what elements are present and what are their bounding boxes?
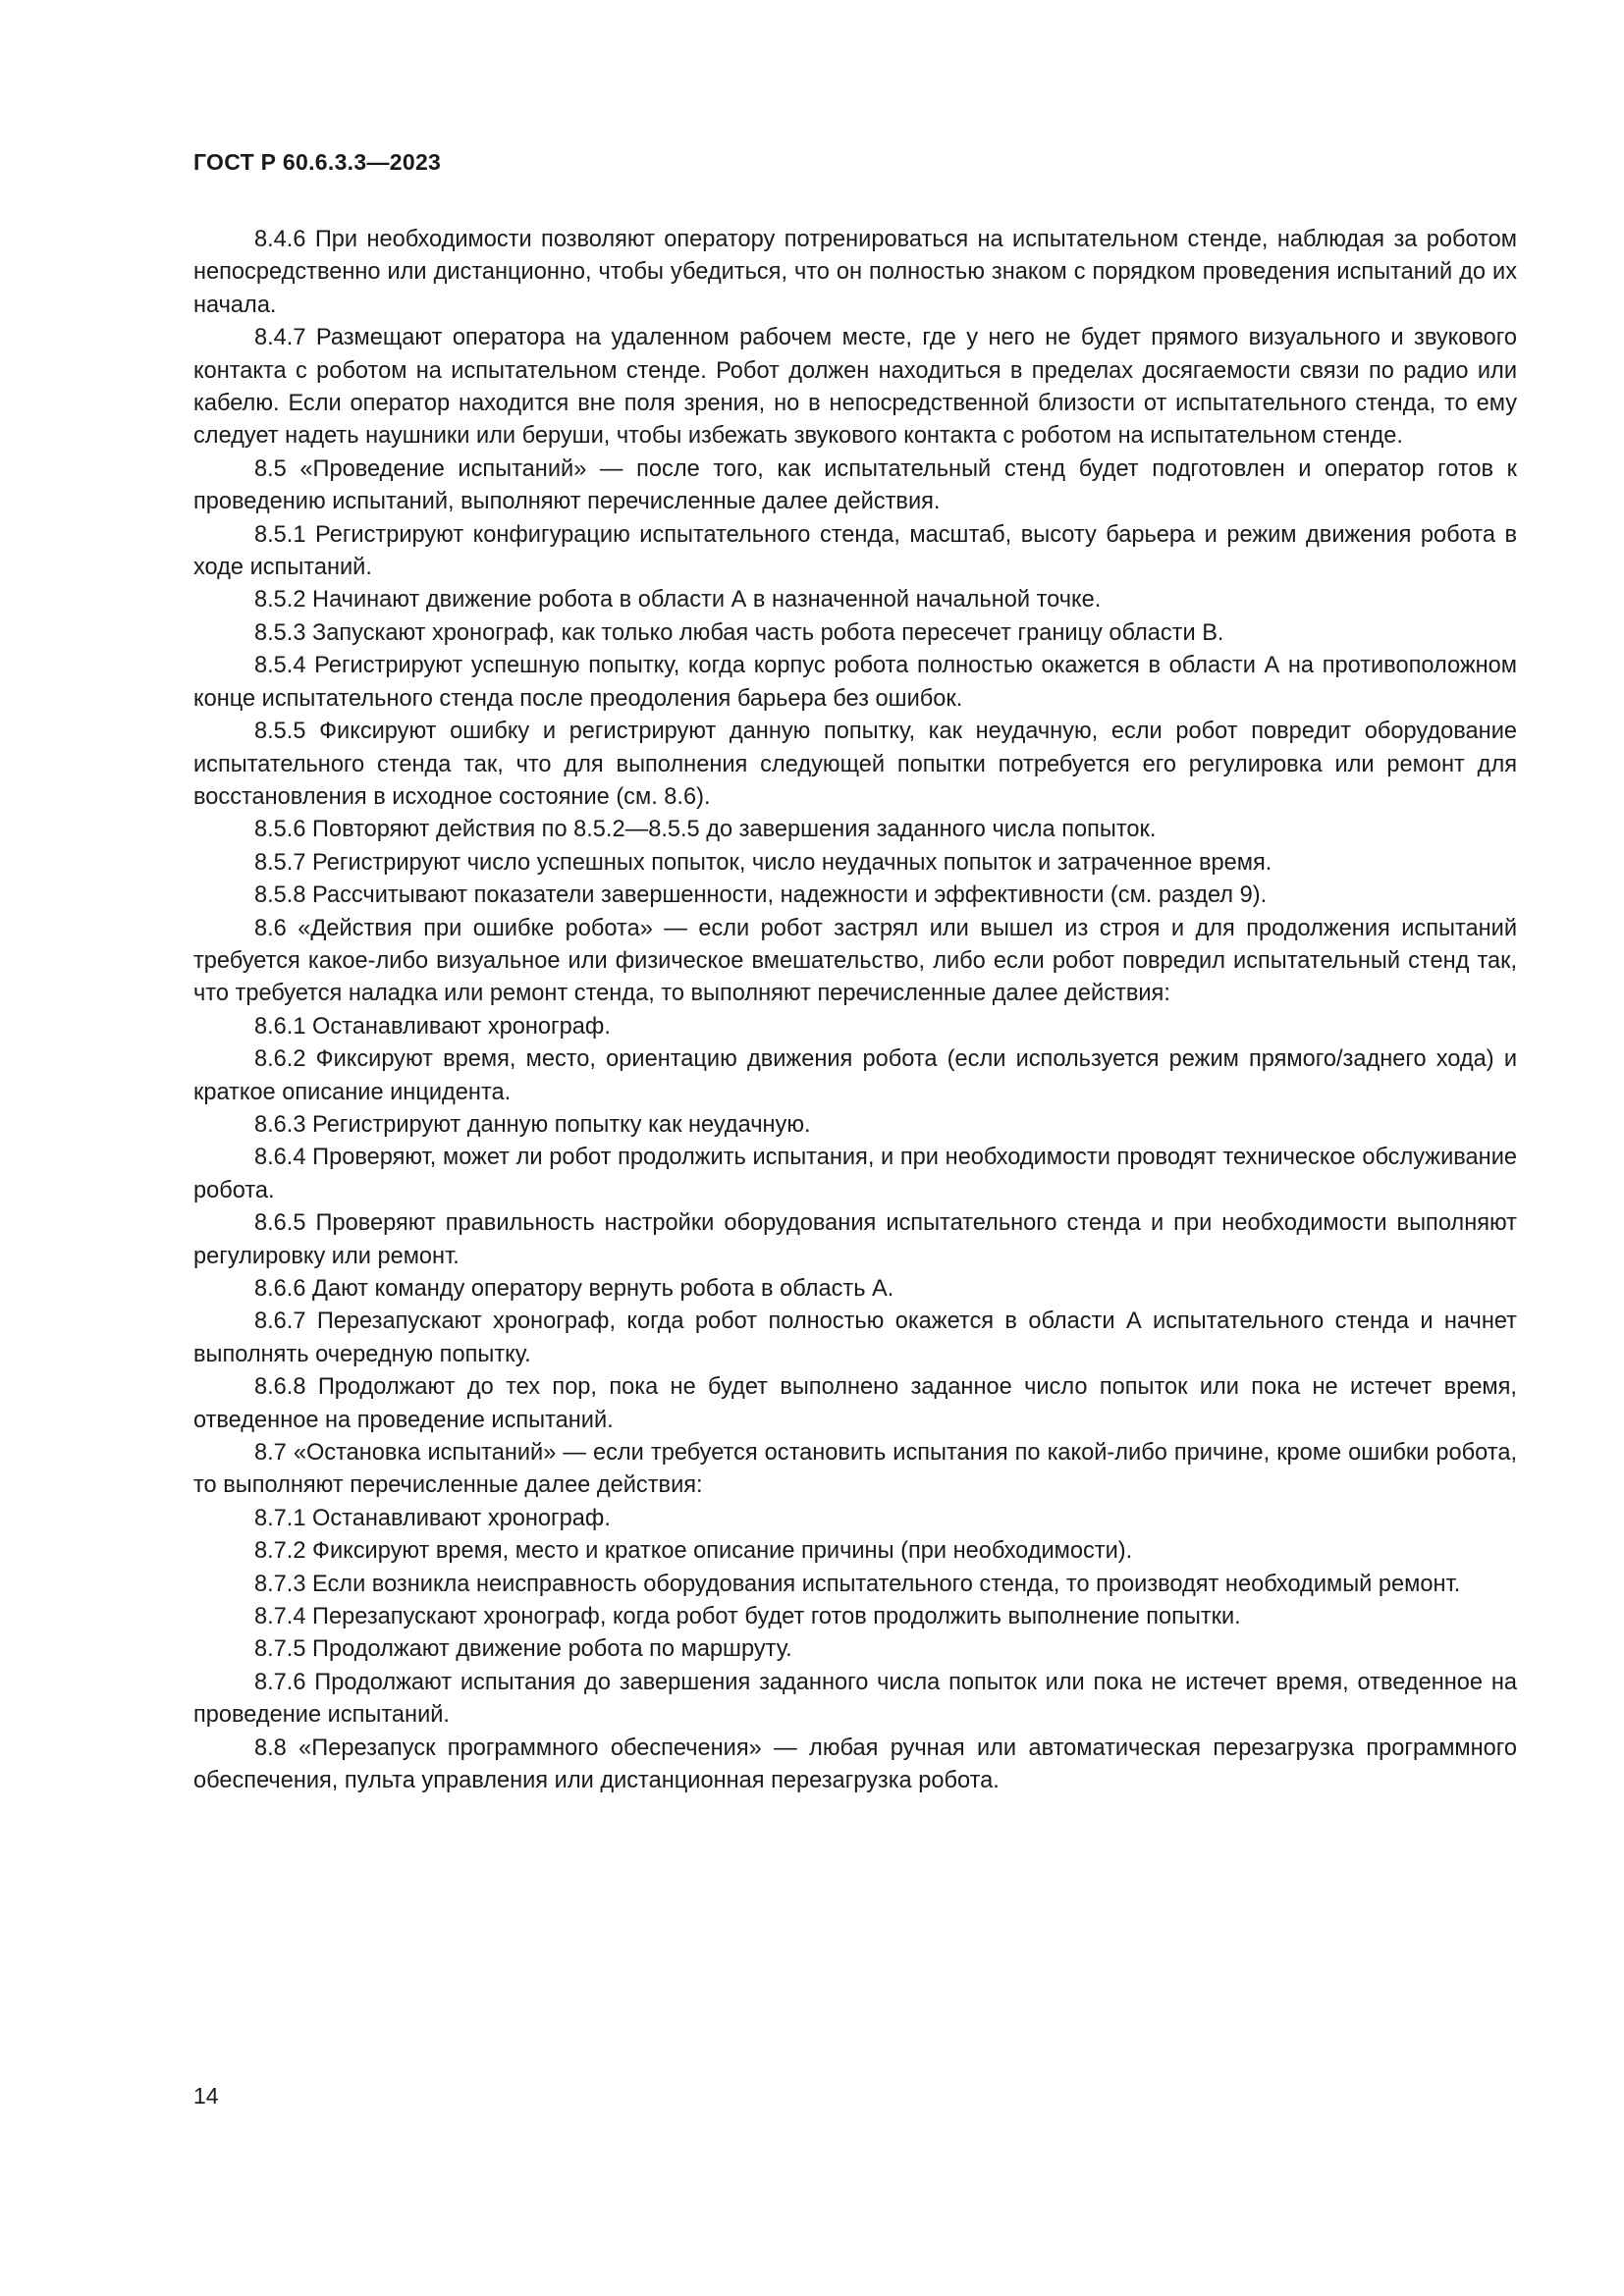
paragraph-8-5-8: 8.5.8 Рассчитывают показатели завершенности, надежности и эффективности (см. раздел 9). xyxy=(254,882,1268,909)
paragraph-8-7-6: 8.7.6 Продолжают испытания до завершения заданного числа попыток или пока не истечет время, отведенное на проведение испытаний. xyxy=(193,1669,1517,1729)
paragraph-8-6-4: 8.6.4 Проверяют, может ли робот продолжить испытания, и при необходимости проводят техническое обслуживание робота. xyxy=(193,1145,1517,1203)
paragraph-8-7-5: 8.7.5 Продолжают движение робота по маршруту. xyxy=(254,1636,792,1663)
page-number: 14 xyxy=(193,2083,219,2109)
paragraph-8-7-2: 8.7.2 Фиксируют время, место и краткое описание причины (при необходимости). xyxy=(254,1538,1133,1565)
paragraph-8-6-2: 8.6.2 Фиксируют время, место, ориентацию движения робота (если используется режим прямого/заднего хода) и краткое описание инцидента. xyxy=(193,1046,1517,1105)
paragraph-8-6-1: 8.6.1 Останавливают хронограф. xyxy=(254,1013,611,1040)
paragraph-8-7: 8.7 «Остановка испытаний» — если требуется остановить испытания по какой-либо причине, кроме ошибки робота, то выполняют перечисленные далее действия: xyxy=(193,1440,1517,1499)
document-body xyxy=(193,224,1517,1798)
paragraph-8-5-6: 8.5.6 Повторяют действия по 8.5.2—8.5.5 до завершения заданного числа попыток. xyxy=(254,817,1157,843)
paragraph-8-6: 8.6 «Действия при ошибке робота» — если робот застрял или вышел из строя и для продолжения испытаний требуется какое-либо визуальное или физическое вмешательство, либо если робот повредил испытательный стенд так, что требуется наладка или ремонт стенда, то выполняют перечисленные далее действия: xyxy=(193,915,1517,1007)
paragraph-8-5-3: 8.5.3 Запускают хронограф, как только любая часть робота пересечет границу области В. xyxy=(254,619,1224,646)
paragraph-8-4-6: 8.4.6 При необходимости позволяют оператору потренироваться на испытательном стенде, наблюдая за роботом непосредственно или дистанционно, чтобы убедиться, что он полностью знаком с порядком проведения испытаний до их начала. xyxy=(193,227,1517,318)
paragraph-8-6-7: 8.6.7 Перезапускают хронограф, когда робот полностью окажется в области А испытательного стенда и начнет выполнять очередную попытку. xyxy=(193,1308,1517,1367)
paragraph-8-6-8: 8.6.8 Продолжают до тех пор, пока не будет выполнено заданное число попыток или пока не истечет время, отведенное на проведение испытаний. xyxy=(193,1374,1517,1433)
paragraph-8-6-5: 8.6.5 Проверяют правильность настройки оборудования испытательного стенда и при необходимости выполняют регулировку или ремонт. xyxy=(193,1210,1517,1269)
paragraph-8-5-5: 8.5.5 Фиксируют ошибку и регистрируют данную попытку, как неудачную, если робот повредит оборудование испытательного стенда так, что для выполнения следующей попытки потребуется его регулировка или ремонт для восстановления в исходное состояние (см. 8.6). xyxy=(193,719,1517,810)
paragraph-8-5-4: 8.5.4 Регистрируют успешную попытку, когда корпус робота полностью окажется в области А на противоположном конце испытательного стенда после преодоления барьера без ошибок. xyxy=(193,653,1517,712)
paragraph-8-8: 8.8 «Перезапуск программного обеспечения» — любая ручная или автоматическая перезагрузка программного обеспечения, пульта управления или дистанционная перезагрузка робота. xyxy=(193,1735,1517,1794)
paragraph-8-7-3: 8.7.3 Если возникла неисправность оборудования испытательного стенда, то производят необходимый ремонт. xyxy=(254,1571,1461,1597)
paragraph-8-5-2: 8.5.2 Начинают движение робота в области А в назначенной начальной точке. xyxy=(254,587,1102,614)
paragraph-8-4-7: 8.4.7 Размещают оператора на удаленном рабочем месте, где у него не будет прямого визуального и звукового контакта с роботом на испытательном стенде. Робот должен находиться в пределах досягаемости связи по радио или кабелю. Если оператор находится вне поля зрения, но в непосредственной близости от испытательного стенда, то ему следует надеть наушники или беруши, чтобы избежать звукового контакта с роботом на испытательном стенде. xyxy=(193,325,1517,450)
paragraph-8-7-4: 8.7.4 Перезапускают хронограф, когда робот будет готов продолжить выполнение попытки. xyxy=(254,1604,1241,1630)
paragraph-8-5: 8.5 «Проведение испытаний» — после того, как испытательный стенд будет подготовлен и оператор готов к проведению испытаний, выполняют перечисленные далее действия. xyxy=(193,455,1517,515)
paragraph-8-5-1: 8.5.1 Регистрируют конфигурацию испытательного стенда, масштаб, высоту барьера и режим движения робота в ходе испытаний. xyxy=(193,521,1517,581)
document-header: ГОСТ Р 60.6.3.3—2023 xyxy=(193,149,442,175)
paragraph-8-6-6: 8.6.6 Дают команду оператору вернуть робота в область А. xyxy=(254,1276,894,1302)
paragraph-8-6-3: 8.6.3 Регистрируют данную попытку как неудачную. xyxy=(254,1111,811,1138)
paragraph-8-7-1: 8.7.1 Останавливают хронограф. xyxy=(254,1505,611,1531)
paragraph-8-5-7: 8.5.7 Регистрируют число успешных попыток, число неудачных попыток и затраченное время. xyxy=(254,849,1272,876)
